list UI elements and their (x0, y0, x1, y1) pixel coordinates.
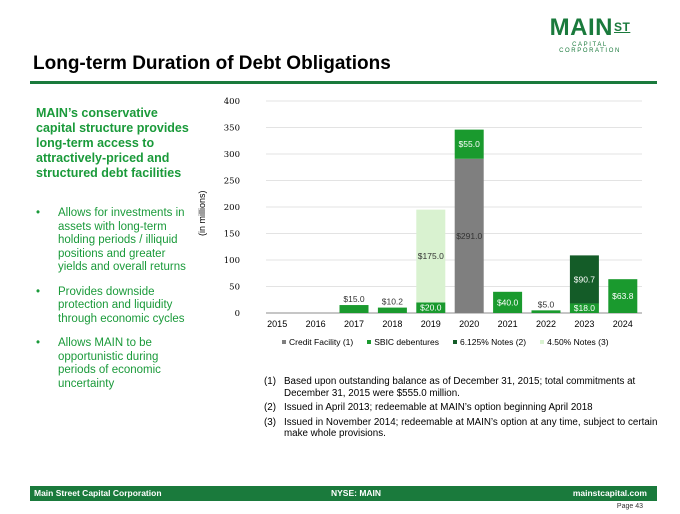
x-tick-label: 2019 (420, 319, 441, 329)
x-tick-label: 2022 (535, 319, 557, 329)
footer-website[interactable]: mainstcapital.com (572, 488, 647, 498)
y-tick-label: 50 (229, 282, 240, 293)
footnote-text: Based upon outstanding balance as of December 31, 2015; total commitments at December 31, 2015 were $555.0 million. (284, 376, 636, 399)
bullet-marker: • (36, 207, 41, 219)
legend-item-450-notes (540, 337, 608, 347)
y-tick-label: 250 (223, 176, 240, 187)
bar-segment (532, 310, 561, 313)
legend-item-credit-facility (282, 337, 353, 347)
footnote-text: Issued in November 2014; redeemable at MAIN’s option at any time, subject to certain make whole provisions. (284, 416, 658, 440)
x-tick-label: 2016 (305, 319, 326, 329)
footnote-number: (3) (264, 416, 276, 428)
data-label: $55.0 (458, 139, 480, 150)
legend-swatch (453, 340, 457, 344)
y-tick-label: 150 (223, 229, 240, 240)
data-label: $40.0 (496, 297, 519, 308)
legend-swatch (282, 340, 286, 344)
bar-segment (340, 305, 369, 313)
footer-bar (30, 486, 657, 501)
footnote-text: Issued in April 2013; redeemable at MAIN’s option beginning April 2018 (284, 402, 593, 414)
footnote (264, 417, 664, 440)
data-label: $175.0 (417, 251, 444, 262)
footnotes (264, 376, 664, 443)
footnote (264, 376, 664, 399)
bullet-text: Provides downside protection and liquidity through economic cycles (58, 285, 185, 325)
footnote-number: (2) (264, 402, 276, 414)
legend-swatch (540, 340, 544, 344)
data-label: $291.0 (456, 230, 483, 241)
x-tick-label: 2015 (267, 319, 288, 329)
y-axis-label: (in millions) (197, 190, 207, 236)
bullet-marker: • (36, 337, 41, 349)
footer-ticker: NYSE: MAIN (331, 488, 382, 498)
data-label: $20.0 (420, 302, 442, 313)
data-label: $15.0 (343, 294, 365, 305)
legend-label: SBIC debentures (374, 337, 439, 347)
slide-title: Long-term Duration of Debt Obligations (33, 53, 391, 74)
bullet-text: Allows for investments in assets with long-term holding periods / illiquid positions and greater yields and overall returns (58, 207, 186, 273)
data-label: $63.8 (612, 291, 634, 302)
bar-segment (378, 308, 407, 313)
x-tick-label: 2021 (497, 319, 518, 329)
page-number: Page 43 (616, 503, 643, 510)
data-label: $10.2 (381, 296, 404, 307)
chart-legend (282, 337, 609, 347)
x-tick-label: 2020 (459, 319, 480, 329)
y-tick-label: 100 (223, 256, 240, 266)
legend-swatch (367, 340, 371, 344)
footer-company: Main Street Capital Corporation (34, 488, 162, 498)
legend-item-6125-notes (453, 337, 526, 347)
logo-sup-text: ST (613, 20, 631, 34)
legend-label: Credit Facility (1) (289, 337, 354, 347)
footnote (264, 402, 664, 414)
y-tick-label: 200 (223, 203, 240, 213)
data-label: $90.7 (573, 274, 596, 285)
logo-subtitle: CAPITAL CORPORATION (559, 42, 621, 54)
y-tick-label: 0 (234, 309, 240, 319)
y-tick-label: 350 (223, 123, 240, 134)
x-tick-label: 2017 (343, 319, 365, 329)
x-tick-label: 2024 (612, 319, 633, 329)
y-tick-label: 400 (223, 97, 240, 107)
x-tick-label: 2023 (574, 319, 595, 329)
footnote-number: (1) (264, 376, 276, 387)
legend-label: 4.50% Notes (3) (547, 337, 609, 347)
lead-statement: MAIN’s conservative capital structure provides long-term access to attractively-priced and structured debt facilities (36, 106, 189, 180)
data-label: $5.0 (537, 299, 555, 310)
legend-label: 6.125% Notes (2) (459, 337, 527, 347)
logo-main-text: MAIN (549, 14, 613, 41)
data-label: $18.0 (573, 303, 596, 314)
legend-item-sbic (367, 337, 439, 347)
bullet-text: Allows MAIN to be opportunistic during periods of economic uncertainty (58, 337, 161, 390)
y-tick-label: 300 (223, 150, 240, 160)
x-tick-label: 2018 (382, 319, 403, 329)
bullet-marker: • (36, 285, 41, 298)
